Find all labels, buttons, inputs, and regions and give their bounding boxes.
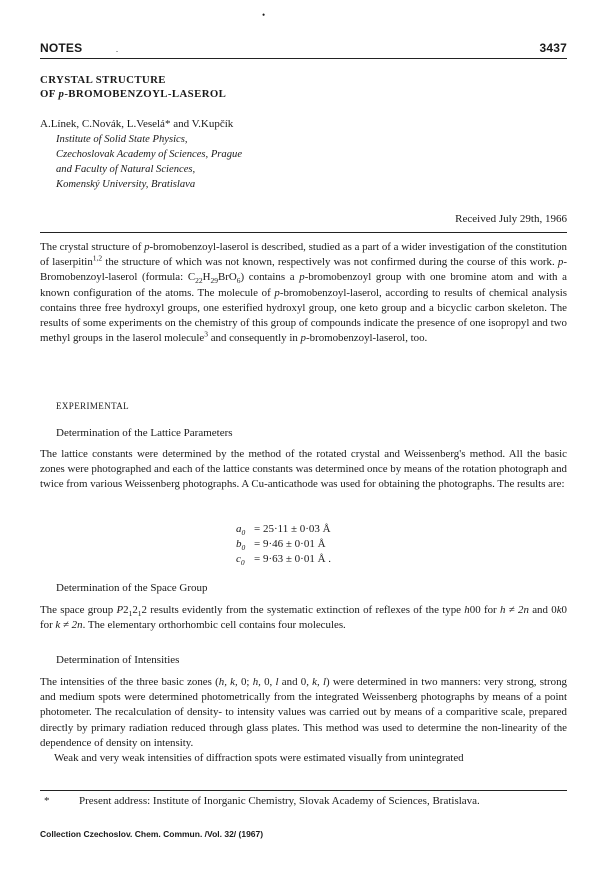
scan-mark: • xyxy=(262,10,266,20)
lattice-paragraph: The lattice constants were determined by the method of the rotated crystal and Weissenberg's method. All the basic zones were photographed and each of the lattice constants was determined once by means of the rotation photograph and twice from various Weissenberg photographs. A Cu-anticathode was used for obtaining the photographs. The results are: xyxy=(40,448,567,491)
section-heading-experimental: EXPERIMENTAL xyxy=(56,401,130,411)
received-date: Received July 29th, 1966 xyxy=(455,213,567,225)
title-line-1: CRYSTAL STRUCTURE xyxy=(40,74,166,86)
scan-mark: . xyxy=(116,45,118,54)
header-rule xyxy=(40,58,567,59)
footnote xyxy=(44,795,567,807)
footnote-text: Present address: Institute of Inorganic Chemistry, Slovak Academy of Sciences, Bratislava. xyxy=(79,795,480,807)
intensities-paragraph: The intensities of the three basic zones (h, k, 0; h, 0, l and 0, k, l) were determined in two manners: very strong, strong and medium spots were determined photometrically from the integrated Weissenberg photographs by means of a point photometer. The recalculation of density- to intensity values was carried out by means of a comparitive scale, prepared directly by primary radiation reduced through glass plates. This method was used to determine the non-linearity of the dependence of density on intensity. Weak and very weak intensities of diffraction spots were estimated visually from unintegrated xyxy=(40,676,567,765)
subheading-intensities: Determination of Intensities xyxy=(56,654,180,666)
subheading-space-group: Determination of the Space Group xyxy=(56,582,208,594)
equation-c0: $c_0$ = 9·63 ± 0·01 Å . xyxy=(236,553,332,568)
abstract: The crystal structure of p-bromobenzoyl-laserol is described, studied as a part of a wider investigation of the constitution of laserpitin$^{1,2}$ the structure of which was not known, respectively was not confirmed during the course of this work. p-Bromobenzoyl-laserol (formula: $C_{22}H_{29}BrO_6$) contains a p-bromobenzoyl group with one bromine atom and with a known configuration of the atoms. The molecule of p-bromobenzoyl-laserol, according to results of chemical analysis contains three free hydroxyl groups, one esterified hydroxyl group, one keto group and a bicyclic carbon skeleton. The results of some experiments on the chemistry of this group of compounds indicate the presence of one isopropyl and two methyl groups in the laserol molecule$^3$ and consequently in p-bromobenzoyl-laserol, too. xyxy=(40,241,567,345)
section-label: NOTES xyxy=(40,41,83,55)
author-list: A.Línek, C.Novák, L.Veselá* and V.Kupčík xyxy=(40,118,234,130)
running-header xyxy=(40,41,567,55)
title-line-2: OF p-BROMOBENZOYL-LASEROL xyxy=(40,88,227,100)
page-number: 3437 xyxy=(539,41,567,55)
lattice-constants xyxy=(236,522,331,567)
space-group-paragraph: The space group $P2_12_12$ results evidently from the systematic extinction of reflexes of the type h00 for h ≠ 2n and 0k0 for k ≠ 2n. The elementary orthorhombic cell contains four molecules. xyxy=(40,604,567,632)
equation-a0: $a_0$ = 25·11 ± 0·03 Å xyxy=(236,523,331,538)
abstract-rule xyxy=(40,232,567,233)
subheading-lattice: Determination of the Lattice Parameters xyxy=(56,427,233,439)
affiliation: Institute of Solid State Physics, Czechoslovak Academy of Sciences, Prague and Faculty of Natural Sciences, Komenský University, Bratislava xyxy=(56,134,243,190)
footnote-rule xyxy=(40,790,567,791)
footnote-mark: * xyxy=(44,795,50,807)
journal-citation: Collection Czechoslov. Chem. Commun. /Vol. 32/ (1967) xyxy=(40,829,264,839)
paper-title xyxy=(40,73,226,101)
equation-b0: $b_0$ = 9·46 ± 0·01 Å xyxy=(236,538,326,553)
